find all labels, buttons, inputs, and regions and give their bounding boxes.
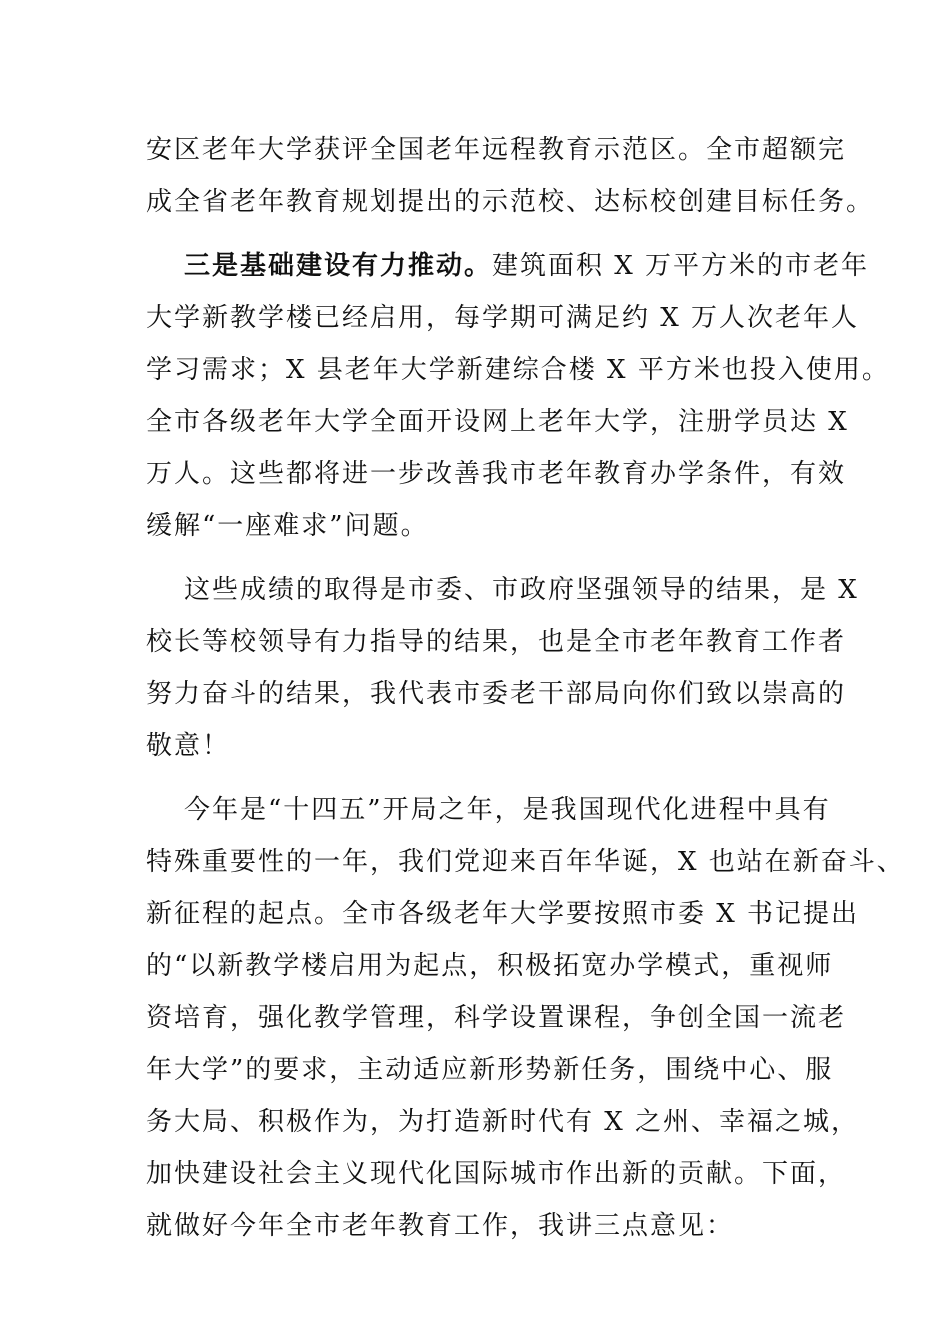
- text-line: 努力奋斗的结果，我代表市委老干部局向你们致以崇高的: [146, 679, 847, 709]
- text-span: 建筑面积 X 万平方米的市老年: [492, 251, 870, 281]
- text-line: 万人。这些都将进一步改善我市老年教育办学条件，有效: [146, 459, 847, 489]
- section-heading: 三是基础建设有力推动。: [184, 251, 493, 281]
- text-line: 缓解“一座难求”问题。: [146, 511, 429, 541]
- paragraph-3: [146, 564, 859, 772]
- text-line: 资培育，强化教学管理，科学设置课程，争创全国一流老: [146, 1003, 847, 1033]
- paragraph-2: [146, 240, 890, 552]
- text-line: 新征程的起点。全市各级老年大学要按照市委 X 书记提出: [146, 899, 860, 929]
- paragraph-1: [146, 124, 875, 228]
- text-line: 敬意！: [146, 731, 231, 761]
- text-line: 特殊重要性的一年，我们党迎来百年华诞，X 也站在新奋斗、: [146, 847, 905, 877]
- text-line: 大学新教学楼已经启用，每学期可满足约 X 万人次老年人: [146, 303, 860, 333]
- text-line: 学习需求；X 县老年大学新建综合楼 X 平方米也投入使用。: [146, 355, 890, 385]
- text-line: 年大学”的要求，主动适应新形势新任务，围绕中心、服: [146, 1055, 834, 1085]
- text-line: 这些成绩的取得是市委、市政府坚强领导的结果，是 X: [184, 575, 859, 605]
- text-line: 安区老年大学获评全国老年远程教育示范区。全市超额完: [146, 135, 847, 165]
- text-line: 就做好今年全市老年教育工作，我讲三点意见：: [146, 1211, 735, 1241]
- text-line: 成全省老年教育规划提出的示范校、达标校创建目标任务。: [146, 187, 875, 217]
- text-line: 今年是“十四五”开局之年，是我国现代化进程中具有: [184, 795, 831, 825]
- text-line: [146, 240, 870, 292]
- paragraph-4: [146, 784, 905, 1252]
- text-line: 务大局、积极作为，为打造新时代有 X 之州、幸福之城，: [146, 1107, 860, 1137]
- document-body: [146, 124, 905, 1252]
- text-line: 全市各级老年大学全面开设网上老年大学，注册学员达 X: [146, 407, 849, 437]
- text-line: 校长等校领导有力指导的结果，也是全市老年教育工作者: [146, 627, 847, 657]
- text-line: 的“以新教学楼启用为起点，积极拓宽办学模式，重视师: [146, 951, 834, 981]
- text-line: 加快建设社会主义现代化国际城市作出新的贡献。下面，: [146, 1159, 847, 1189]
